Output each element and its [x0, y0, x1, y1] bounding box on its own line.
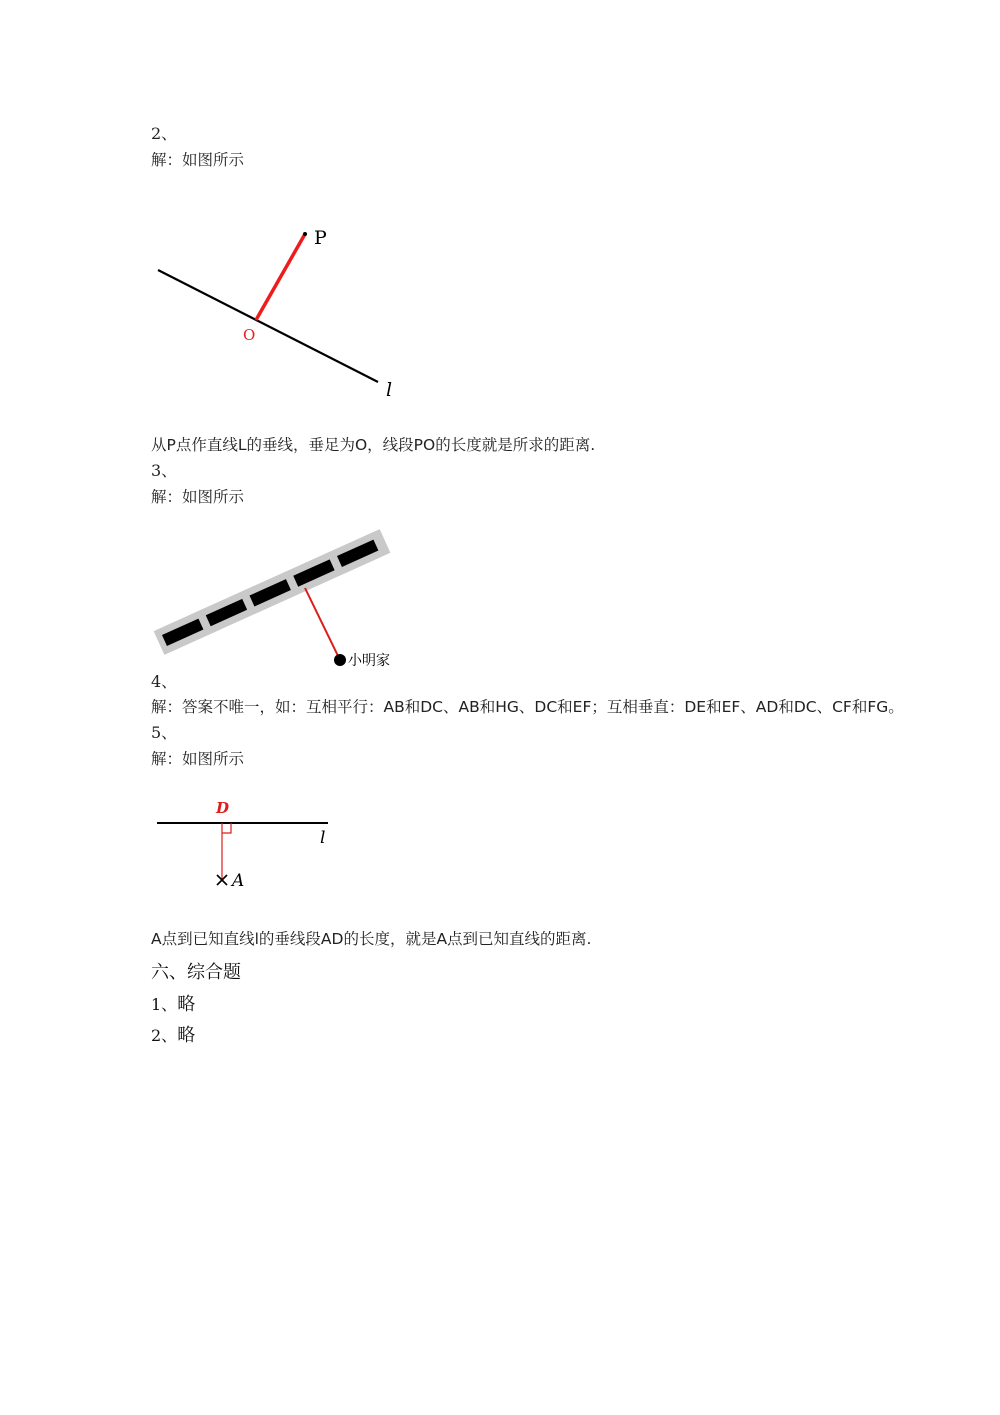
perpendicular-foot-diagram [150, 795, 350, 895]
label-d: D [216, 799, 230, 817]
point-p [303, 232, 307, 236]
q5-solution-intro: 解：如图所示 [151, 750, 245, 768]
q3-solution-intro: 解：如图所示 [151, 488, 245, 506]
road-diagram [150, 525, 410, 675]
q2-solution-intro: 解：如图所示 [151, 151, 245, 169]
q2-explanation: 从P点作直线L的垂线，垂足为O，线段PO的长度就是所求的距离. [151, 436, 596, 454]
q2-number: 2、 [151, 124, 178, 143]
item-answer: 略 [177, 1025, 196, 1046]
item-number: 2、 [151, 1026, 178, 1045]
item-number: 1、 [151, 995, 178, 1014]
q5-explanation: A点到已知直线l的垂线段AD的长度，就是A点到已知直线的距离. [151, 930, 592, 948]
house-point [334, 654, 346, 666]
house-label: 小明家 [348, 653, 390, 669]
q3-number: 3、 [151, 461, 178, 480]
q5-figure-perpendicular [150, 795, 350, 895]
q4-number: 4、 [151, 672, 178, 691]
section6-title: 六、综合题 [151, 962, 241, 983]
line-l [158, 270, 378, 382]
section6-item-2 [151, 1026, 195, 1046]
segment-house-road [305, 588, 340, 660]
perpendicular-diagram [150, 220, 410, 410]
label-a: A [232, 871, 245, 891]
item-answer: 略 [177, 994, 196, 1015]
right-angle-mark [222, 823, 231, 833]
q3-figure-road [150, 525, 410, 675]
label-o: O [243, 326, 256, 344]
label-l: l [320, 828, 326, 848]
label-p: P [314, 227, 327, 249]
segment-po [256, 234, 305, 320]
label-l: l [386, 379, 393, 401]
q2-figure-perpendicular [150, 220, 410, 410]
q5-number: 5、 [151, 723, 178, 742]
q4-solution: 解：答案不唯一，如：互相平行：AB和DC、AB和HG、DC和EF；互相垂直：DE和EF、AD和DC、CF和FG。 [151, 698, 904, 716]
section6-item-1 [151, 995, 195, 1015]
